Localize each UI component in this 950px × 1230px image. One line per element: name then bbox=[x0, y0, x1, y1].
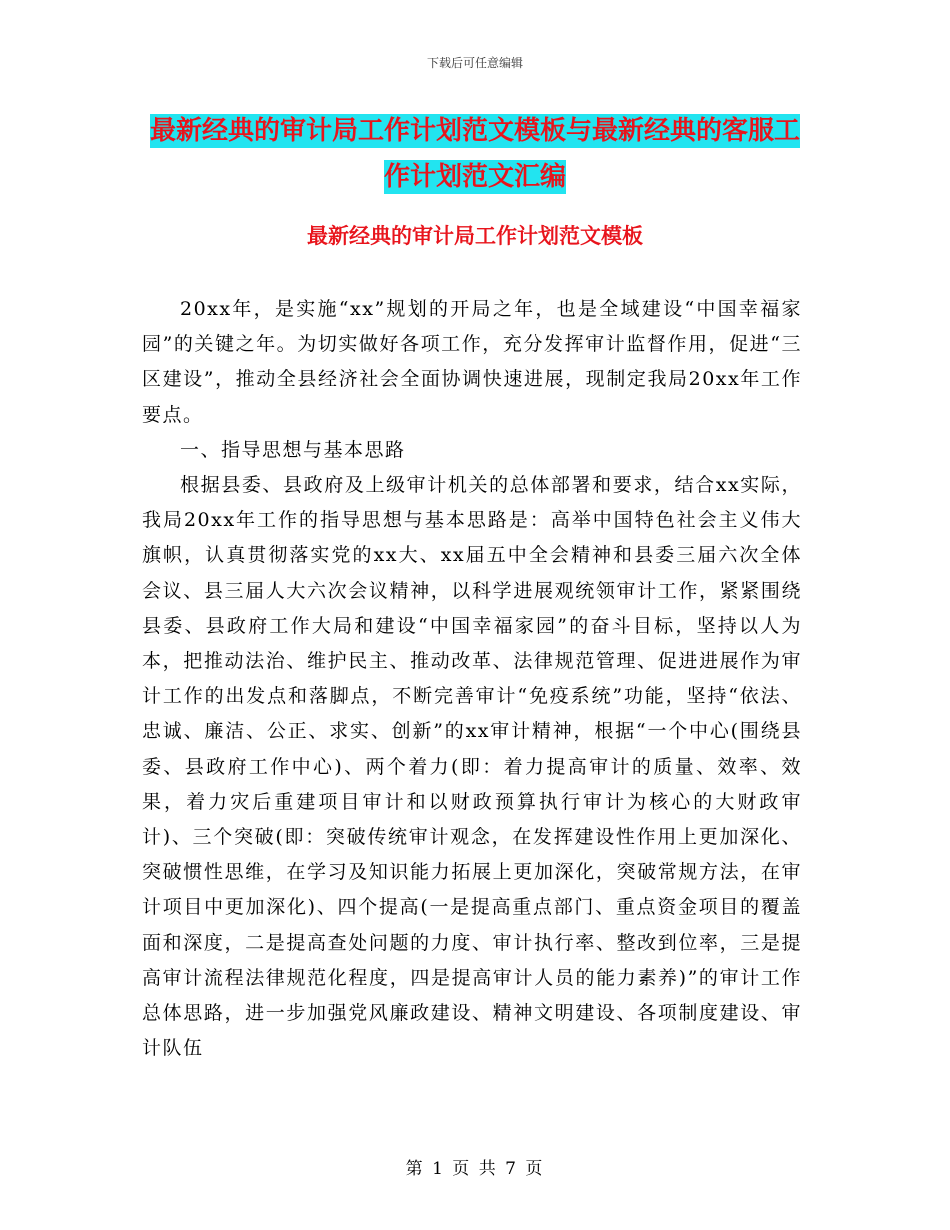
section-title: 最新经典的审计局工作计划范文模板 bbox=[307, 224, 643, 248]
header-note: 下载后可任意编辑 bbox=[426, 56, 523, 70]
body-heading: 一、指导思想与基本思路 bbox=[180, 438, 406, 461]
document-title bbox=[150, 108, 800, 200]
page-number: 第 1 页 共 7 页 bbox=[405, 1159, 545, 1179]
document-body bbox=[142, 292, 802, 1066]
body-paragraph: 根据县委、县政府及上级审计机关的总体部署和要求，结合xx实际，我局20xx年工作的指导思想与基本思路是：高举中国特色社会主义伟大旗帜，认真贯彻落实党的xx大、xx届五中全会精神和县委三届六次全体会议、县三届人大六次会议精神，以科学进展观统领审计工作，紧紧围绕县委、县政府工作大局和建设“中国幸福家园”的奋斗目标，坚持以人为本，把推动法治、维护民主、推动改革、法律规范管理、促进进展作为审计工作的出发点和落脚点，不断完善审计“免疫系统”功能，坚持“依法、忠诚、廉洁、公正、求实、创新”的xx审计精神，根据“一个中心(围绕县委、县政府工作中心)、两个着力(即：着力提高审计的质量、效率、效果，着力灾后重建项目审计和以财政预算执行审计为核心的大财政审计)、三个突破(即：突破传统审计观念，在发挥建设性作用上更加深化、突破惯性思维，在学习及知识能力拓展上更加深化，突破常规方法，在审计项目中更加深化)、四个提高(一是提高重点部门、重点资金项目的覆盖面和深度，二是提高查处问题的力度、审计执行率、整改到位率，三是提高审计流程法律规范化程度，四是提高审计人员的能力素养)”的审计工作总体思路，进一步加强党风廉政建设、精神文明建设、各项制度建设、审计队伍 bbox=[142, 474, 802, 1060]
body-paragraph: 20xx年，是实施“xx”规划的开局之年，也是全域建设“中国幸福家园”的关键之年。为切实做好各项工作，充分发挥审计监督作用，促进“三区建设”，推动全县经济社会全面协调快速进展，现制定我局20xx年工作要点。 bbox=[142, 298, 802, 426]
document-title-text: 最新经典的审计局工作计划范文模板与最新经典的客服工作计划范文汇编 bbox=[150, 116, 801, 192]
